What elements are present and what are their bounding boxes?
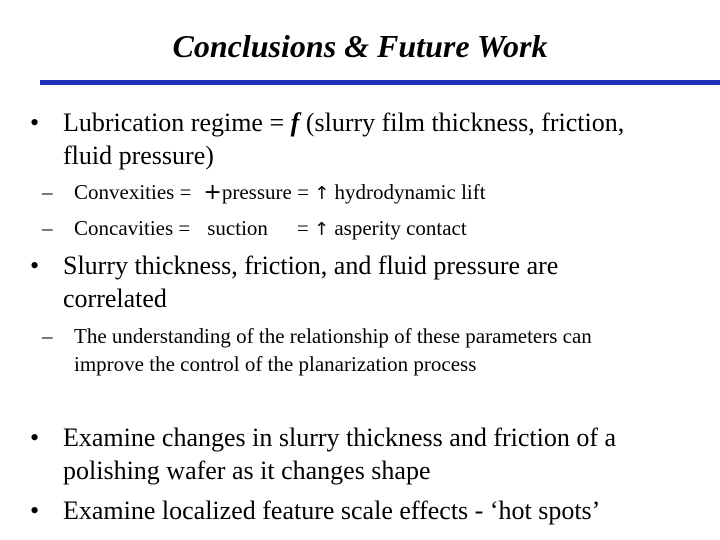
equals-symbol: = xyxy=(296,216,309,240)
bullet-text-line2: polishing wafer as it changes shape xyxy=(63,456,431,485)
sub-bullet-line xyxy=(74,178,486,208)
sub-bullet-convexities xyxy=(42,178,702,206)
bullet-text: Lubrication regime = xyxy=(63,108,291,137)
bullet-marker: • xyxy=(30,496,40,525)
sub-bullet-text: asperity contact xyxy=(334,216,467,240)
dash-marker: – xyxy=(42,180,53,204)
sub-bullet-text-line2: improve the control of the planarization process xyxy=(74,352,477,376)
up-arrow-icon: ↑ xyxy=(314,183,330,204)
bullet-text-line2: fluid pressure) xyxy=(63,141,214,170)
bullet-marker: • xyxy=(30,108,40,137)
bullet-marker: • xyxy=(30,251,40,280)
sub-bullet-concavities xyxy=(42,214,702,242)
up-arrow-icon: ↑ xyxy=(314,219,330,240)
bullet-hot-spots xyxy=(30,495,710,527)
bullet-text: Examine localized feature scale effects - ‘hot spots’ xyxy=(63,496,601,525)
plus-symbol: + xyxy=(203,180,222,205)
bullet-text: Examine changes in slurry thickness and friction of a xyxy=(63,423,617,452)
sub-bullet-understanding xyxy=(42,322,712,378)
sub-bullet-text: The understanding of the relationship of these parameters can xyxy=(74,324,592,348)
bullet-lubrication-regime xyxy=(30,107,710,171)
sub-bullet-text: hydrodynamic lift xyxy=(334,180,486,204)
bullet-correlated xyxy=(30,250,710,314)
title-underline xyxy=(40,80,720,85)
sub-bullet-text: pressure = xyxy=(221,180,309,204)
sub-bullet-text: suction xyxy=(207,216,268,240)
sub-bullet-line xyxy=(74,214,467,244)
sub-bullet-label: Concavities = xyxy=(74,216,191,240)
bullet-line xyxy=(63,107,624,139)
dash-marker: – xyxy=(42,216,53,240)
dash-marker: – xyxy=(42,324,53,348)
bullet-text: Slurry thickness, friction, and fluid pressure are xyxy=(63,251,559,280)
bullet-marker: • xyxy=(30,423,40,452)
slide-title: Conclusions & Future Work xyxy=(172,28,548,64)
sub-bullet-label: Convexities = xyxy=(74,180,192,204)
function-symbol: f xyxy=(290,108,300,137)
bullet-examine-changes xyxy=(30,422,710,486)
bullet-text-line2: correlated xyxy=(63,284,167,313)
bullet-text: (slurry film thickness, friction, xyxy=(299,108,625,137)
